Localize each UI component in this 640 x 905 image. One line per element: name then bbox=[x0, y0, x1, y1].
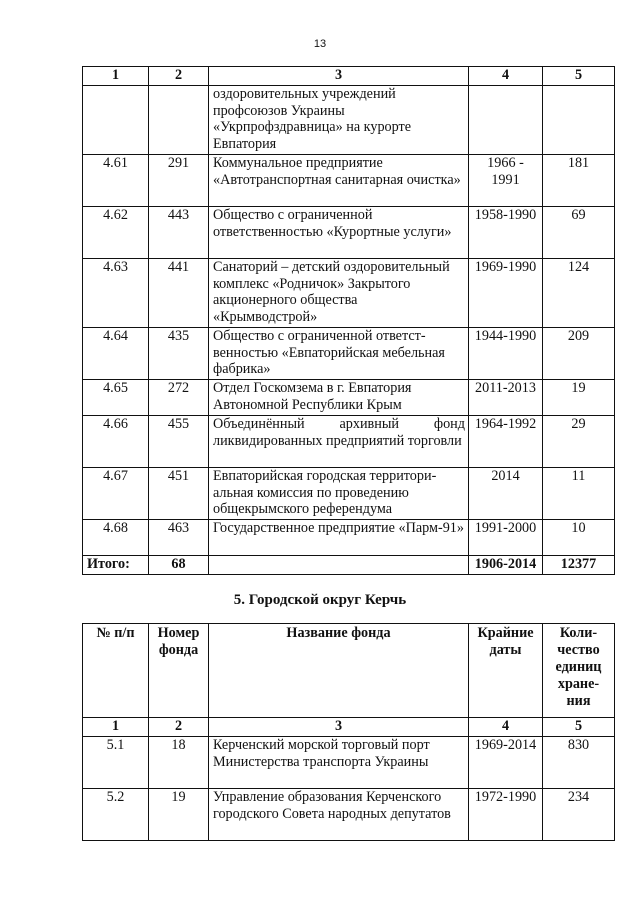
column-number: 5 bbox=[543, 718, 615, 737]
storage-units: 234 bbox=[543, 789, 615, 841]
section-title: 5. Городской округ Керчь bbox=[233, 592, 407, 608]
date-range bbox=[469, 86, 543, 155]
row-number bbox=[83, 86, 149, 155]
page-number: 13 bbox=[313, 38, 327, 50]
storage-units: 19 bbox=[543, 380, 615, 416]
header-units: Коли-чество единиц хране-ния bbox=[543, 624, 615, 718]
total-fund-count: 68 bbox=[149, 556, 209, 575]
fund-number bbox=[149, 86, 209, 155]
column-number: 1 bbox=[83, 67, 149, 86]
storage-units: 124 bbox=[543, 259, 615, 328]
date-range: 2011-2013 bbox=[469, 380, 543, 416]
column-number: 4 bbox=[469, 718, 543, 737]
header-dates: Крайние даты bbox=[469, 624, 543, 718]
table-row bbox=[83, 416, 615, 468]
fund-number: 441 bbox=[149, 259, 209, 328]
column-number: 5 bbox=[543, 67, 615, 86]
table-row bbox=[83, 207, 615, 259]
storage-units: 830 bbox=[543, 737, 615, 789]
table-row bbox=[83, 737, 615, 789]
fund-number: 455 bbox=[149, 416, 209, 468]
fund-number: 443 bbox=[149, 207, 209, 259]
row-number: 4.61 bbox=[83, 155, 149, 207]
date-range: 1958-1990 bbox=[469, 207, 543, 259]
total-date-range: 1906-2014 bbox=[469, 556, 543, 575]
fund-number: 463 bbox=[149, 520, 209, 556]
fund-name: Общество с ограниченной ответственностью «Курортные услуги» bbox=[209, 207, 469, 259]
column-number: 2 bbox=[149, 718, 209, 737]
storage-units: 69 bbox=[543, 207, 615, 259]
table-header-row bbox=[83, 624, 615, 718]
storage-units: 11 bbox=[543, 468, 615, 520]
fund-number: 291 bbox=[149, 155, 209, 207]
fund-name: Санаторий – детский оздоровительный комплекс «Родничок» Закрытого акционерного общества «Крымводстрой» bbox=[209, 259, 469, 328]
fund-name: Общество с ограниченной ответст-венностью «Евпаторийская мебельная фабрика» bbox=[209, 328, 469, 380]
fund-name: Керченский морской торговый порт Министерства транспорта Украины bbox=[209, 737, 469, 789]
table-row bbox=[83, 86, 615, 155]
fund-number: 18 bbox=[149, 737, 209, 789]
total-row bbox=[83, 556, 615, 575]
fund-name: Евпаторийская городская территори-альная комиссия по проведению общекрымского референдума bbox=[209, 468, 469, 520]
total-name bbox=[209, 556, 469, 575]
row-number: 5.2 bbox=[83, 789, 149, 841]
table-row bbox=[83, 789, 615, 841]
row-number: 4.64 bbox=[83, 328, 149, 380]
fund-name: Отдел Госкомзема в г. Евпатория Автономной Республики Крым bbox=[209, 380, 469, 416]
column-number: 1 bbox=[83, 718, 149, 737]
row-number: 4.63 bbox=[83, 259, 149, 328]
storage-units: 181 bbox=[543, 155, 615, 207]
fund-number: 451 bbox=[149, 468, 209, 520]
row-number: 4.67 bbox=[83, 468, 149, 520]
table-row bbox=[83, 468, 615, 520]
header-number: № п/п bbox=[83, 624, 149, 718]
column-number: 3 bbox=[209, 718, 469, 737]
column-number: 4 bbox=[469, 67, 543, 86]
row-number: 4.66 bbox=[83, 416, 149, 468]
fund-name: Государственное предприятие «Парм-91» bbox=[209, 520, 469, 556]
column-numbers-row bbox=[83, 67, 615, 86]
funds-table-evpatoria bbox=[82, 66, 615, 575]
header-name: Название фонда bbox=[209, 624, 469, 718]
table-row bbox=[83, 520, 615, 556]
fund-number: 272 bbox=[149, 380, 209, 416]
total-label: Итого: bbox=[83, 556, 149, 575]
header-fund: Номер фонда bbox=[149, 624, 209, 718]
table-row bbox=[83, 155, 615, 207]
row-number: 5.1 bbox=[83, 737, 149, 789]
table-row bbox=[83, 380, 615, 416]
fund-name: оздоровительных учреждений профсоюзов Украины «Укрпрофздравница» на курорте Евпатория bbox=[209, 86, 469, 155]
storage-units: 209 bbox=[543, 328, 615, 380]
table-row bbox=[83, 328, 615, 380]
storage-units bbox=[543, 86, 615, 155]
funds-table-kerch bbox=[82, 623, 615, 841]
date-range: 1964-1992 bbox=[469, 416, 543, 468]
fund-number: 435 bbox=[149, 328, 209, 380]
row-number: 4.62 bbox=[83, 207, 149, 259]
column-number: 3 bbox=[209, 67, 469, 86]
table-row bbox=[83, 259, 615, 328]
date-range: 1966 - 1991 bbox=[469, 155, 543, 207]
date-range: 1969-1990 bbox=[469, 259, 543, 328]
date-range: 1972-1990 bbox=[469, 789, 543, 841]
storage-units: 29 bbox=[543, 416, 615, 468]
date-range: 1969-2014 bbox=[469, 737, 543, 789]
fund-name: Управление образования Керченского городского Совета народных депутатов bbox=[209, 789, 469, 841]
date-range: 1991-2000 bbox=[469, 520, 543, 556]
fund-number: 19 bbox=[149, 789, 209, 841]
fund-name: Коммунальное предприятие «Автотранспортная санитарная очистка» bbox=[209, 155, 469, 207]
storage-units: 10 bbox=[543, 520, 615, 556]
date-range: 1944-1990 bbox=[469, 328, 543, 380]
row-number: 4.65 bbox=[83, 380, 149, 416]
total-storage-units: 12377 bbox=[543, 556, 615, 575]
fund-name: Объединённый архивный фонд ликвидированных предприятий торговли bbox=[209, 416, 469, 468]
column-numbers-row bbox=[83, 718, 615, 737]
date-range: 2014 bbox=[469, 468, 543, 520]
column-number: 2 bbox=[149, 67, 209, 86]
row-number: 4.68 bbox=[83, 520, 149, 556]
